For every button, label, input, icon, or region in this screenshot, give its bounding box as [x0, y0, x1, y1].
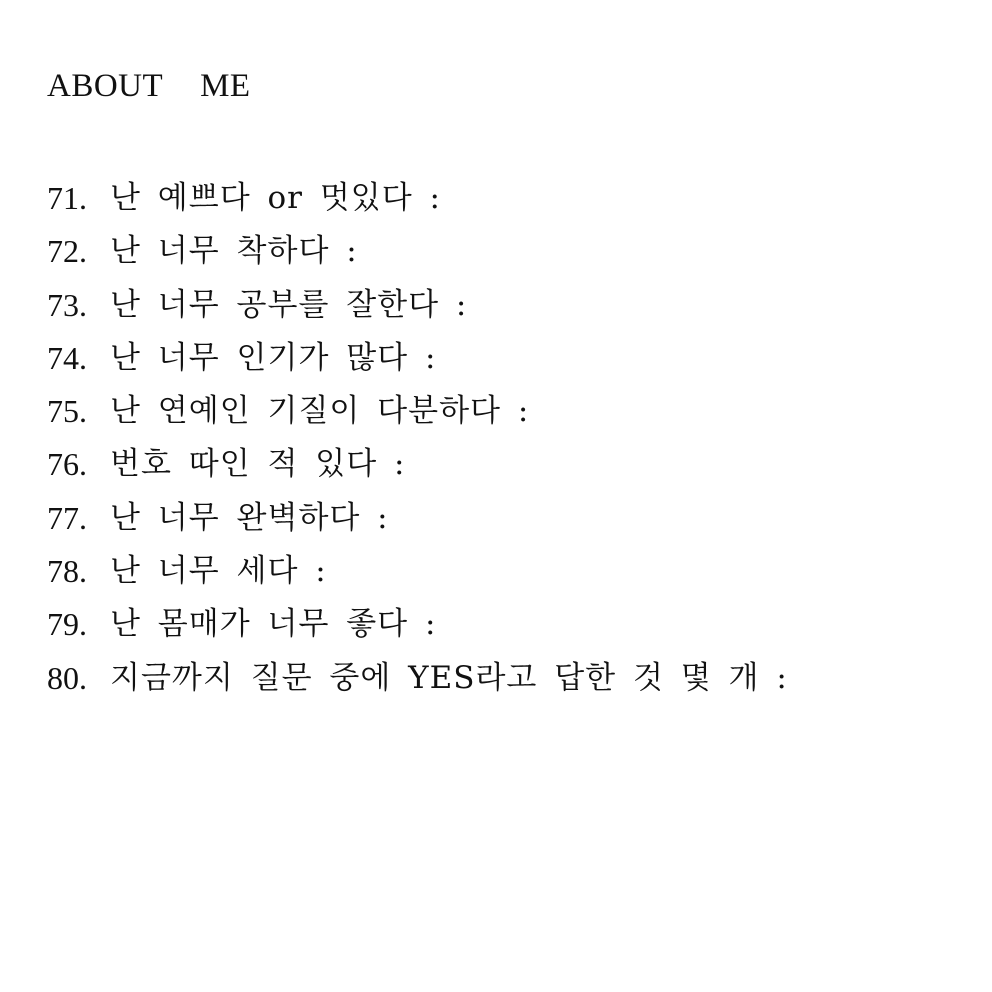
item-text: 난 몸매가 너무 좋다 :	[110, 606, 437, 643]
list-item	[47, 652, 788, 705]
item-number: 77.	[47, 499, 87, 536]
item-number: 78.	[47, 553, 87, 590]
item-text: 난 너무 인기가 많다 :	[110, 339, 437, 376]
page-title: ABOUT ME	[47, 68, 251, 104]
item-number: 73.	[47, 286, 87, 323]
list-item	[47, 385, 788, 438]
item-text: 지금까지 질문 중에 YES라고 답한 것 몇 개 :	[110, 659, 788, 696]
item-number: 79.	[47, 606, 87, 643]
list-item	[47, 225, 788, 278]
list-item	[47, 492, 788, 545]
item-text: 난 너무 착하다 :	[110, 233, 358, 270]
item-number: 74.	[47, 339, 87, 376]
question-list	[47, 172, 788, 705]
item-number: 76.	[47, 446, 87, 483]
list-item	[47, 279, 788, 332]
item-text: 번호 따인 적 있다 :	[110, 446, 406, 483]
item-number: 80.	[47, 659, 87, 696]
list-item	[47, 545, 788, 598]
item-text: 난 너무 세다 :	[110, 553, 327, 590]
item-text: 난 예쁘다 or 멋있다 :	[110, 180, 441, 216]
item-text: 난 너무 완벽하다 :	[110, 499, 389, 536]
list-item	[47, 172, 788, 225]
item-number: 75.	[47, 393, 87, 430]
document-page	[47, 66, 972, 696]
item-text: 난 너무 공부를 잘한다 :	[110, 286, 468, 323]
list-item	[47, 332, 788, 385]
item-number: 71.	[47, 180, 87, 216]
item-text: 난 연예인 기질이 다분하다 :	[110, 393, 530, 430]
item-number: 72.	[47, 233, 87, 270]
list-item	[47, 438, 788, 491]
list-item	[47, 598, 788, 651]
